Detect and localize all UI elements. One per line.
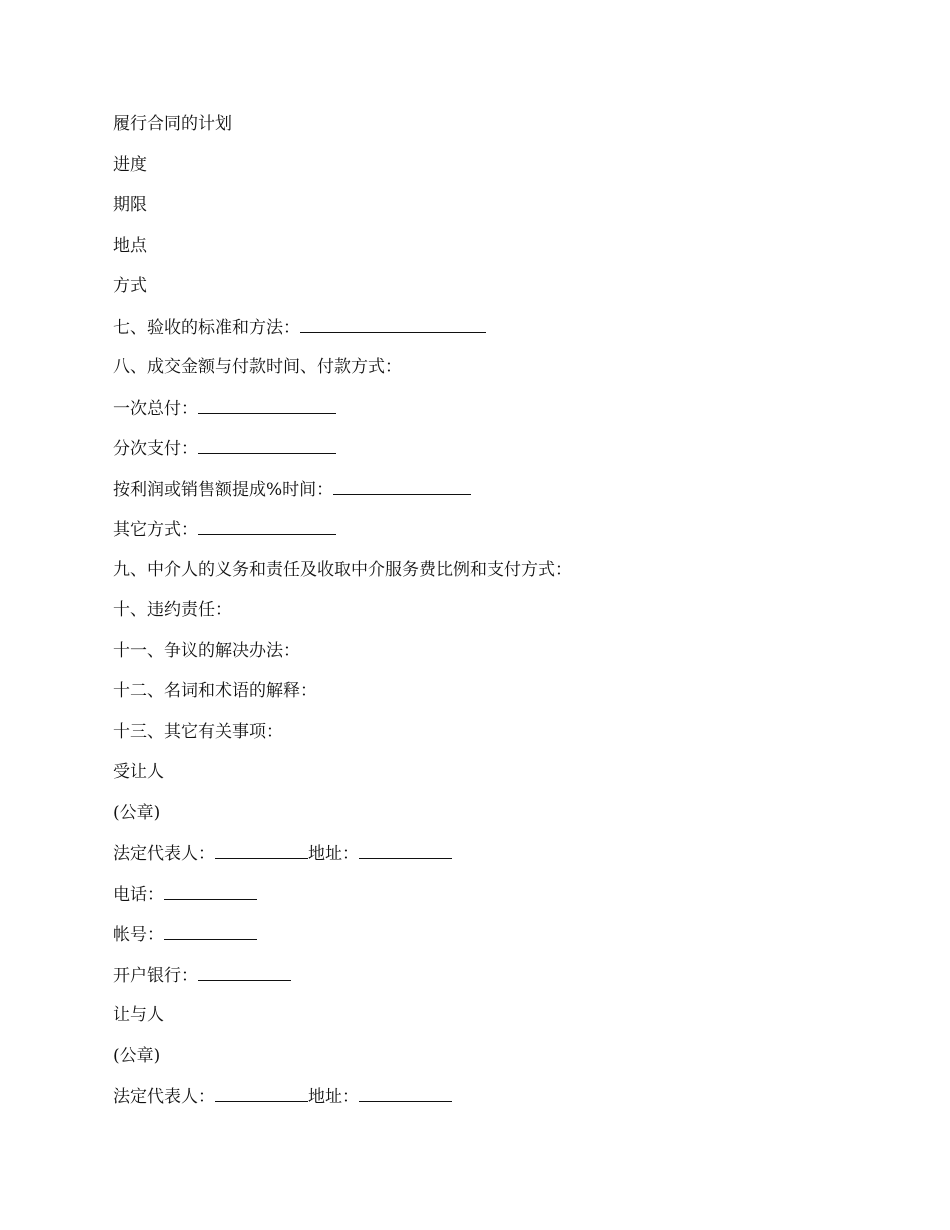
section-dispute: 十一、争议的解决办法： xyxy=(113,640,300,661)
transferee-address-label: 地址： xyxy=(308,844,359,864)
transferee-rep-blank[interactable] xyxy=(215,840,308,859)
transferor-address-blank[interactable] xyxy=(359,1083,452,1102)
lump-sum-blank[interactable] xyxy=(198,395,336,414)
royalty-label: 按利润或销售额提成%时间： xyxy=(113,479,334,500)
transferee-rep-label: 法定代表人： xyxy=(113,844,215,864)
transferee-phone-label: 电话： xyxy=(113,884,164,905)
section-acceptance-standards xyxy=(113,314,873,355)
transferor-rep-label: 法定代表人： xyxy=(113,1087,215,1107)
transferee-account xyxy=(113,921,873,962)
transferee-bank-blank[interactable] xyxy=(198,962,291,981)
transferor-address-label: 地址： xyxy=(308,1087,359,1107)
royalty-blank[interactable] xyxy=(333,476,471,495)
item-progress: 进度 xyxy=(113,154,147,175)
section-payment: 八、成交金额与付款时间、付款方式： xyxy=(113,357,402,377)
transferee-account-blank[interactable] xyxy=(164,921,257,940)
transferee-address-blank[interactable] xyxy=(359,840,452,859)
party-transferor: 让与人 xyxy=(113,1005,164,1025)
item-deadline: 期限 xyxy=(113,195,147,215)
item-location: 地点 xyxy=(113,235,147,256)
transferee-rep-address xyxy=(113,840,873,881)
transferee-bank-label: 开户银行： xyxy=(113,965,198,986)
transferee-phone xyxy=(113,881,873,922)
payment-lump-sum xyxy=(113,395,873,436)
installments-label: 分次支付： xyxy=(113,439,198,459)
other-payment-label: 其它方式： xyxy=(113,520,198,540)
payment-other xyxy=(113,516,873,557)
acceptance-blank[interactable] xyxy=(300,314,486,333)
section-terms: 十二、名词和术语的解释： xyxy=(113,681,317,701)
other-payment-blank[interactable] xyxy=(198,516,336,535)
payment-installments xyxy=(113,435,873,476)
item-method: 方式 xyxy=(113,276,147,296)
section-other-matters: 十三、其它有关事项： xyxy=(113,721,283,742)
lump-sum-label: 一次总付： xyxy=(113,398,198,419)
section-performance-plan: 履行合同的计划 xyxy=(113,114,232,134)
party-transferee: 受让人 xyxy=(113,762,164,782)
transferor-rep-address xyxy=(113,1083,873,1124)
section-intermediary: 九、中介人的义务和责任及收取中介服务费比例和支付方式： xyxy=(113,559,572,580)
installments-blank[interactable] xyxy=(198,435,336,454)
contract-body xyxy=(113,111,873,1124)
transferee-phone-blank[interactable] xyxy=(164,881,257,900)
transferor-seal: (公章) xyxy=(113,1045,161,1066)
transferee-account-label: 帐号： xyxy=(113,925,164,945)
transferee-bank xyxy=(113,962,873,1003)
transferor-rep-blank[interactable] xyxy=(215,1083,308,1102)
transferee-seal: (公章) xyxy=(113,802,161,823)
acceptance-label: 七、验收的标准和方法： xyxy=(113,317,300,338)
section-liability: 十、违约责任： xyxy=(113,600,232,620)
payment-royalty xyxy=(113,476,873,517)
